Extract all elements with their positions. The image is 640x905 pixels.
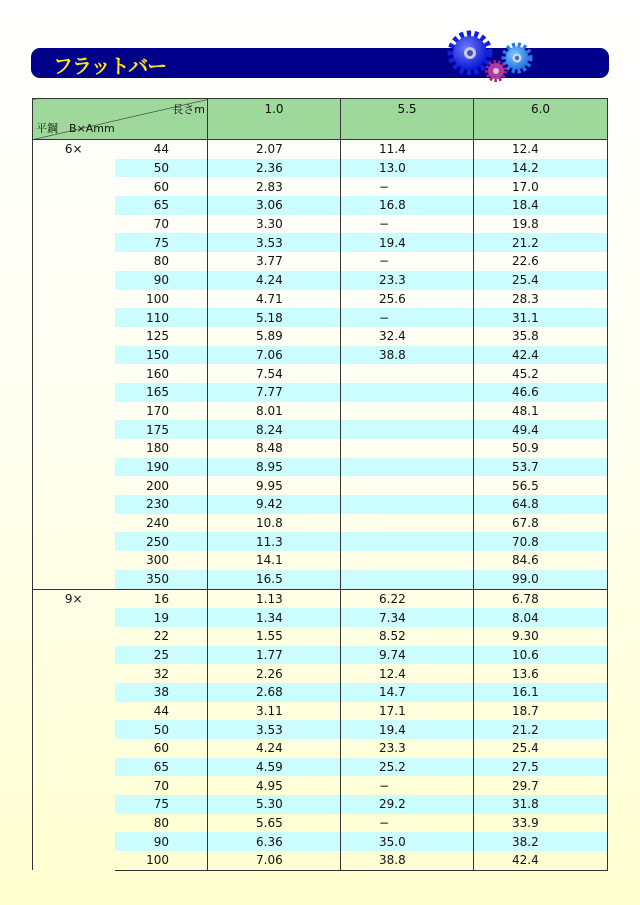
width-cell: 80 (115, 814, 208, 833)
weight-5_5m-cell (341, 514, 474, 533)
width-cell: 300 (115, 551, 208, 570)
thickness-cell: 6× (33, 140, 115, 590)
width-cell: 250 (115, 532, 208, 551)
width-cell: 180 (115, 439, 208, 458)
table-row (33, 439, 608, 458)
table-row (33, 196, 608, 215)
width-cell: 44 (115, 702, 208, 721)
weight-6m-cell: 21.2 (474, 720, 608, 739)
width-cell: 150 (115, 346, 208, 365)
weight-5_5m-cell: 38.8 (341, 346, 474, 365)
table-row (33, 140, 608, 159)
table-row (33, 608, 608, 627)
weight-5_5m-cell: − (341, 308, 474, 327)
weight-6m-cell: 13.6 (474, 664, 608, 683)
weight-1m-cell: 11.3 (208, 532, 341, 551)
weight-1m-cell: 2.83 (208, 177, 341, 196)
weight-5_5m-cell: − (341, 215, 474, 234)
weight-1m-cell: 4.24 (208, 271, 341, 290)
width-cell: 65 (115, 196, 208, 215)
weight-5_5m-cell (341, 551, 474, 570)
weight-5_5m-cell (341, 383, 474, 402)
weight-6m-cell: 35.8 (474, 327, 608, 346)
table-row (33, 570, 608, 589)
weight-6m-cell: 6.78 (474, 589, 608, 608)
width-cell: 90 (115, 271, 208, 290)
weight-1m-cell: 2.36 (208, 159, 341, 178)
weight-1m-cell: 5.30 (208, 795, 341, 814)
weight-5_5m-cell (341, 495, 474, 514)
weight-1m-cell: 2.26 (208, 664, 341, 683)
weight-5_5m-cell: 16.8 (341, 196, 474, 215)
table-row (33, 758, 608, 777)
weight-6m-cell: 21.2 (474, 233, 608, 252)
weight-6m-cell: 42.4 (474, 851, 608, 870)
weight-1m-cell: 4.71 (208, 290, 341, 309)
weight-1m-cell: 8.01 (208, 402, 341, 421)
weight-5_5m-cell (341, 476, 474, 495)
width-cell: 170 (115, 402, 208, 421)
weight-1m-cell: 14.1 (208, 551, 341, 570)
table-row (33, 308, 608, 327)
table-row (33, 683, 608, 702)
weight-5_5m-cell (341, 532, 474, 551)
table-row (33, 720, 608, 739)
weight-1m-cell: 1.13 (208, 589, 341, 608)
weight-5_5m-cell: 6.22 (341, 589, 474, 608)
weight-5_5m-cell: 11.4 (341, 140, 474, 159)
table-row (33, 271, 608, 290)
table-row (33, 589, 608, 608)
width-cell: 60 (115, 177, 208, 196)
weight-6m-cell: 33.9 (474, 814, 608, 833)
table-row (33, 364, 608, 383)
weight-6m-cell: 99.0 (474, 570, 608, 589)
width-cell: 32 (115, 664, 208, 683)
table-row (33, 739, 608, 758)
table-row (33, 851, 608, 870)
weight-5_5m-cell: − (341, 776, 474, 795)
table-row (33, 702, 608, 721)
thickness-cell: 9× (33, 589, 115, 870)
width-cell: 50 (115, 720, 208, 739)
width-cell: 60 (115, 739, 208, 758)
flat-bar-table (32, 98, 608, 871)
weight-1m-cell: 8.95 (208, 458, 341, 477)
table-row (33, 252, 608, 271)
width-cell: 90 (115, 832, 208, 851)
weight-1m-cell: 16.5 (208, 570, 341, 589)
width-cell: 22 (115, 627, 208, 646)
table-row (33, 420, 608, 439)
weight-5_5m-cell: 7.34 (341, 608, 474, 627)
weight-6m-cell: 17.0 (474, 177, 608, 196)
table-row (33, 383, 608, 402)
table-row (33, 795, 608, 814)
weight-5_5m-cell: 19.4 (341, 720, 474, 739)
weight-5_5m-cell: 29.2 (341, 795, 474, 814)
weight-6m-cell: 22.6 (474, 252, 608, 271)
table-row (33, 476, 608, 495)
weight-5_5m-cell: 14.7 (341, 683, 474, 702)
weight-6m-cell: 42.4 (474, 346, 608, 365)
weight-1m-cell: 2.07 (208, 140, 341, 159)
weight-6m-cell: 25.4 (474, 271, 608, 290)
weight-6m-cell: 16.1 (474, 683, 608, 702)
weight-6m-cell: 31.1 (474, 308, 608, 327)
gears-icon (445, 28, 535, 84)
length-header: 6.0 (474, 99, 608, 140)
weight-5_5m-cell: 38.8 (341, 851, 474, 870)
width-cell: 160 (115, 364, 208, 383)
weight-6m-cell: 25.4 (474, 739, 608, 758)
weight-6m-cell: 18.4 (474, 196, 608, 215)
spec-label: 平鋼 B×Amm (36, 122, 115, 135)
width-cell: 230 (115, 495, 208, 514)
weight-6m-cell: 19.8 (474, 215, 608, 234)
width-cell: 100 (115, 290, 208, 309)
weight-6m-cell: 14.2 (474, 159, 608, 178)
width-cell: 125 (115, 327, 208, 346)
table-row (33, 646, 608, 665)
width-cell: 19 (115, 608, 208, 627)
weight-6m-cell: 84.6 (474, 551, 608, 570)
weight-6m-cell: 8.04 (474, 608, 608, 627)
width-cell: 350 (115, 570, 208, 589)
weight-1m-cell: 1.77 (208, 646, 341, 665)
page-title: フラットバー (53, 54, 167, 78)
weight-5_5m-cell: 25.2 (341, 758, 474, 777)
weight-1m-cell: 10.8 (208, 514, 341, 533)
weight-1m-cell: 1.55 (208, 627, 341, 646)
table-row (33, 215, 608, 234)
width-cell: 25 (115, 646, 208, 665)
width-cell: 70 (115, 215, 208, 234)
weight-1m-cell: 3.06 (208, 196, 341, 215)
weight-1m-cell: 8.24 (208, 420, 341, 439)
weight-1m-cell: 3.11 (208, 702, 341, 721)
weight-5_5m-cell: 13.0 (341, 159, 474, 178)
weight-1m-cell: 5.65 (208, 814, 341, 833)
weight-5_5m-cell: 19.4 (341, 233, 474, 252)
table-row (33, 177, 608, 196)
weight-6m-cell: 64.8 (474, 495, 608, 514)
weight-5_5m-cell: 12.4 (341, 664, 474, 683)
weight-1m-cell: 2.68 (208, 683, 341, 702)
weight-5_5m-cell: 23.3 (341, 271, 474, 290)
table-row (33, 290, 608, 309)
width-cell: 44 (115, 140, 208, 159)
weight-5_5m-cell: − (341, 177, 474, 196)
table-row (33, 832, 608, 851)
table-row (33, 551, 608, 570)
weight-6m-cell: 45.2 (474, 364, 608, 383)
weight-1m-cell: 4.95 (208, 776, 341, 795)
weight-1m-cell: 7.06 (208, 346, 341, 365)
weight-1m-cell: 4.24 (208, 739, 341, 758)
width-cell: 65 (115, 758, 208, 777)
weight-6m-cell: 48.1 (474, 402, 608, 421)
weight-6m-cell: 56.5 (474, 476, 608, 495)
weight-5_5m-cell (341, 402, 474, 421)
weight-1m-cell: 5.89 (208, 327, 341, 346)
weight-1m-cell: 5.18 (208, 308, 341, 327)
weight-6m-cell: 38.2 (474, 832, 608, 851)
width-cell: 200 (115, 476, 208, 495)
weight-1m-cell: 9.42 (208, 495, 341, 514)
weight-1m-cell: 3.53 (208, 720, 341, 739)
table-row (33, 627, 608, 646)
weight-5_5m-cell: − (341, 252, 474, 271)
weight-6m-cell: 70.8 (474, 532, 608, 551)
table-row (33, 514, 608, 533)
weight-5_5m-cell: 25.6 (341, 290, 474, 309)
width-cell: 110 (115, 308, 208, 327)
width-cell: 190 (115, 458, 208, 477)
table-row (33, 532, 608, 551)
table-row (33, 327, 608, 346)
width-cell: 70 (115, 776, 208, 795)
weight-5_5m-cell: 32.4 (341, 327, 474, 346)
table-row (33, 346, 608, 365)
weight-1m-cell: 9.95 (208, 476, 341, 495)
length-header: 5.5 (341, 99, 474, 140)
table-row (33, 776, 608, 795)
weight-6m-cell: 10.6 (474, 646, 608, 665)
weight-5_5m-cell (341, 420, 474, 439)
weight-5_5m-cell (341, 458, 474, 477)
weight-1m-cell: 7.54 (208, 364, 341, 383)
weight-1m-cell: 3.77 (208, 252, 341, 271)
table-row (33, 458, 608, 477)
width-cell: 75 (115, 233, 208, 252)
weight-6m-cell: 50.9 (474, 439, 608, 458)
weight-1m-cell: 1.34 (208, 608, 341, 627)
width-cell: 50 (115, 159, 208, 178)
weight-6m-cell: 46.6 (474, 383, 608, 402)
width-cell: 16 (115, 589, 208, 608)
weight-1m-cell: 4.59 (208, 758, 341, 777)
width-cell: 100 (115, 851, 208, 870)
weight-1m-cell: 8.48 (208, 439, 341, 458)
width-cell: 75 (115, 795, 208, 814)
width-cell: 38 (115, 683, 208, 702)
table-row (33, 814, 608, 833)
weight-6m-cell: 29.7 (474, 776, 608, 795)
width-cell: 240 (115, 514, 208, 533)
table-row (33, 495, 608, 514)
weight-5_5m-cell: 23.3 (341, 739, 474, 758)
table-row (33, 664, 608, 683)
weight-1m-cell: 6.36 (208, 832, 341, 851)
weight-6m-cell: 12.4 (474, 140, 608, 159)
width-cell: 175 (115, 420, 208, 439)
weight-6m-cell: 28.3 (474, 290, 608, 309)
header-corner (33, 99, 208, 140)
length-header: 1.0 (208, 99, 341, 140)
length-label: 長さm (172, 103, 205, 116)
weight-5_5m-cell: − (341, 814, 474, 833)
weight-6m-cell: 31.8 (474, 795, 608, 814)
weight-6m-cell: 67.8 (474, 514, 608, 533)
weight-6m-cell: 49.4 (474, 420, 608, 439)
weight-5_5m-cell: 9.74 (341, 646, 474, 665)
weight-5_5m-cell (341, 364, 474, 383)
weight-6m-cell: 18.7 (474, 702, 608, 721)
weight-5_5m-cell: 17.1 (341, 702, 474, 721)
weight-5_5m-cell: 8.52 (341, 627, 474, 646)
weight-6m-cell: 9.30 (474, 627, 608, 646)
weight-5_5m-cell (341, 570, 474, 589)
weight-1m-cell: 3.30 (208, 215, 341, 234)
weight-6m-cell: 53.7 (474, 458, 608, 477)
table-row (33, 402, 608, 421)
table-row (33, 233, 608, 252)
width-cell: 165 (115, 383, 208, 402)
weight-1m-cell: 3.53 (208, 233, 341, 252)
weight-5_5m-cell: 35.0 (341, 832, 474, 851)
table-row (33, 159, 608, 178)
weight-6m-cell: 27.5 (474, 758, 608, 777)
weight-1m-cell: 7.77 (208, 383, 341, 402)
width-cell: 80 (115, 252, 208, 271)
weight-5_5m-cell (341, 439, 474, 458)
weight-1m-cell: 7.06 (208, 851, 341, 870)
